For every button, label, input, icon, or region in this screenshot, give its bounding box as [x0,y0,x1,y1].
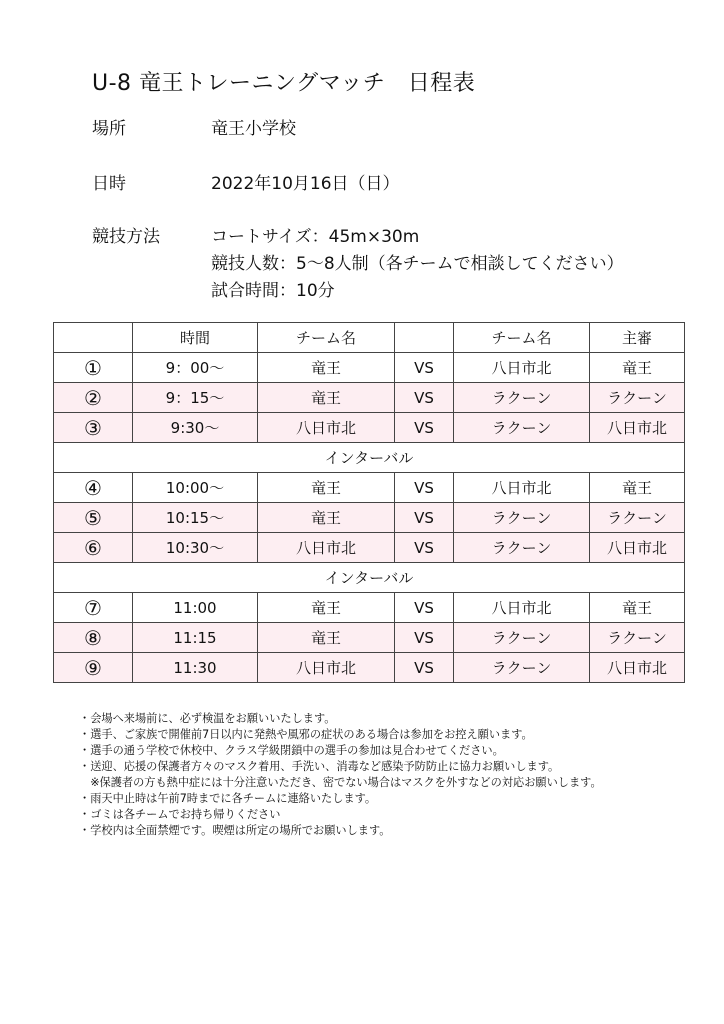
team1-cell: 竜王 [258,353,395,383]
interval-row [54,443,685,473]
header-cell-referee: 主審 [590,323,685,353]
note-item: ・会場へ来場前に、必ず検温をお願いいたします。 [79,712,336,725]
table-row [54,593,685,623]
referee-cell: 竜王 [590,353,685,383]
match-time: 11:15 [133,623,258,653]
match-number: ④ [54,473,133,503]
referee-cell: 八日市北 [590,653,685,683]
table-row [54,383,685,413]
table-row [54,653,685,683]
table-row [54,473,685,503]
header-cell-time: 時間 [133,323,258,353]
note-item: ・送迎、応援の保護者方々のマスク着用、手洗い、消毒など感染予防防止に協力お願いします。 [79,760,560,773]
vs-cell: VS [395,473,454,503]
match-time: 9:30〜 [133,413,258,443]
match-time: 10:15〜 [133,503,258,533]
header-cell-vs [395,323,454,353]
notes-list [79,711,602,839]
match-number: ⑤ [54,503,133,533]
note-item: ・学校内は全面禁煙です。喫煙は所定の場所でお願いします。 [79,824,391,837]
note-item: ・ゴミは各チームでお持ち帰りください [79,808,281,821]
match-time: 11:30 [133,653,258,683]
vs-cell: VS [395,593,454,623]
match-time: 11:00 [133,593,258,623]
venue-value: 竜王小学校 [211,119,296,139]
rules-line-time: 試合時間：10分 [211,281,335,301]
referee-cell: ラクーン [590,503,685,533]
vs-cell: VS [395,383,454,413]
match-number: ③ [54,413,133,443]
team1-cell: 竜王 [258,623,395,653]
table-header-row [54,323,685,353]
interval-label: インターバル [54,563,685,593]
team1-cell: 竜王 [258,473,395,503]
referee-cell: 八日市北 [590,533,685,563]
table-row [54,413,685,443]
rules-line-players: 競技人数：5〜8人制（各チームで相談してください） [211,254,624,274]
note-item: ・選手の通う学校で休校中、クラス学級閉鎖中の選手の参加は見合わせてください。 [79,744,504,757]
team1-cell: 竜王 [258,383,395,413]
interval-row [54,563,685,593]
team2-cell: 八日市北 [454,473,590,503]
note-item: ・雨天中止時は午前7時までに各チームに連絡いたします。 [79,792,377,805]
date-label: 日時 [92,174,126,194]
page-title: U-8 竜王トレーニングマッチ 日程表 [92,71,476,96]
referee-cell: 竜王 [590,593,685,623]
team1-cell: 竜王 [258,503,395,533]
vs-cell: VS [395,413,454,443]
header-cell-num [54,323,133,353]
vs-cell: VS [395,653,454,683]
header-cell-team2: チーム名 [454,323,590,353]
referee-cell: 八日市北 [590,413,685,443]
header-cell-team1: チーム名 [258,323,395,353]
match-number: ⑥ [54,533,133,563]
table-row [54,353,685,383]
note-item: ・選手、ご家族で開催前7日以内に発熱や風邪の症状のある場合は参加をお控え願います。 [79,728,533,741]
match-number: ② [54,383,133,413]
rules-label: 競技方法 [92,227,160,247]
rules-line-court: コートサイズ：45m×30m [211,227,420,247]
vs-cell: VS [395,623,454,653]
schedule-table [53,322,685,683]
vs-cell: VS [395,503,454,533]
venue-label: 場所 [92,119,126,139]
team2-cell: ラクーン [454,533,590,563]
note-item: ※保護者の方も熱中症には十分注意いただき、密でない場合はマスクを外すなどの対応お願いします。 [79,776,602,789]
referee-cell: ラクーン [590,383,685,413]
team2-cell: ラクーン [454,383,590,413]
team1-cell: 竜王 [258,593,395,623]
team2-cell: 八日市北 [454,593,590,623]
date-value: 2022年10月16日（日） [211,174,400,194]
match-number: ① [54,353,133,383]
table-row [54,533,685,563]
team2-cell: ラクーン [454,503,590,533]
team1-cell: 八日市北 [258,653,395,683]
vs-cell: VS [395,353,454,383]
match-time: 9：15〜 [133,383,258,413]
table-row [54,503,685,533]
team2-cell: ラクーン [454,623,590,653]
table-row [54,623,685,653]
match-number: ⑧ [54,623,133,653]
team2-cell: 八日市北 [454,353,590,383]
interval-label: インターバル [54,443,685,473]
team1-cell: 八日市北 [258,533,395,563]
referee-cell: ラクーン [590,623,685,653]
team1-cell: 八日市北 [258,413,395,443]
match-number: ⑨ [54,653,133,683]
referee-cell: 竜王 [590,473,685,503]
team2-cell: ラクーン [454,413,590,443]
vs-cell: VS [395,533,454,563]
match-number: ⑦ [54,593,133,623]
team2-cell: ラクーン [454,653,590,683]
match-time: 10:30〜 [133,533,258,563]
match-time: 10:00〜 [133,473,258,503]
match-time: 9：00〜 [133,353,258,383]
